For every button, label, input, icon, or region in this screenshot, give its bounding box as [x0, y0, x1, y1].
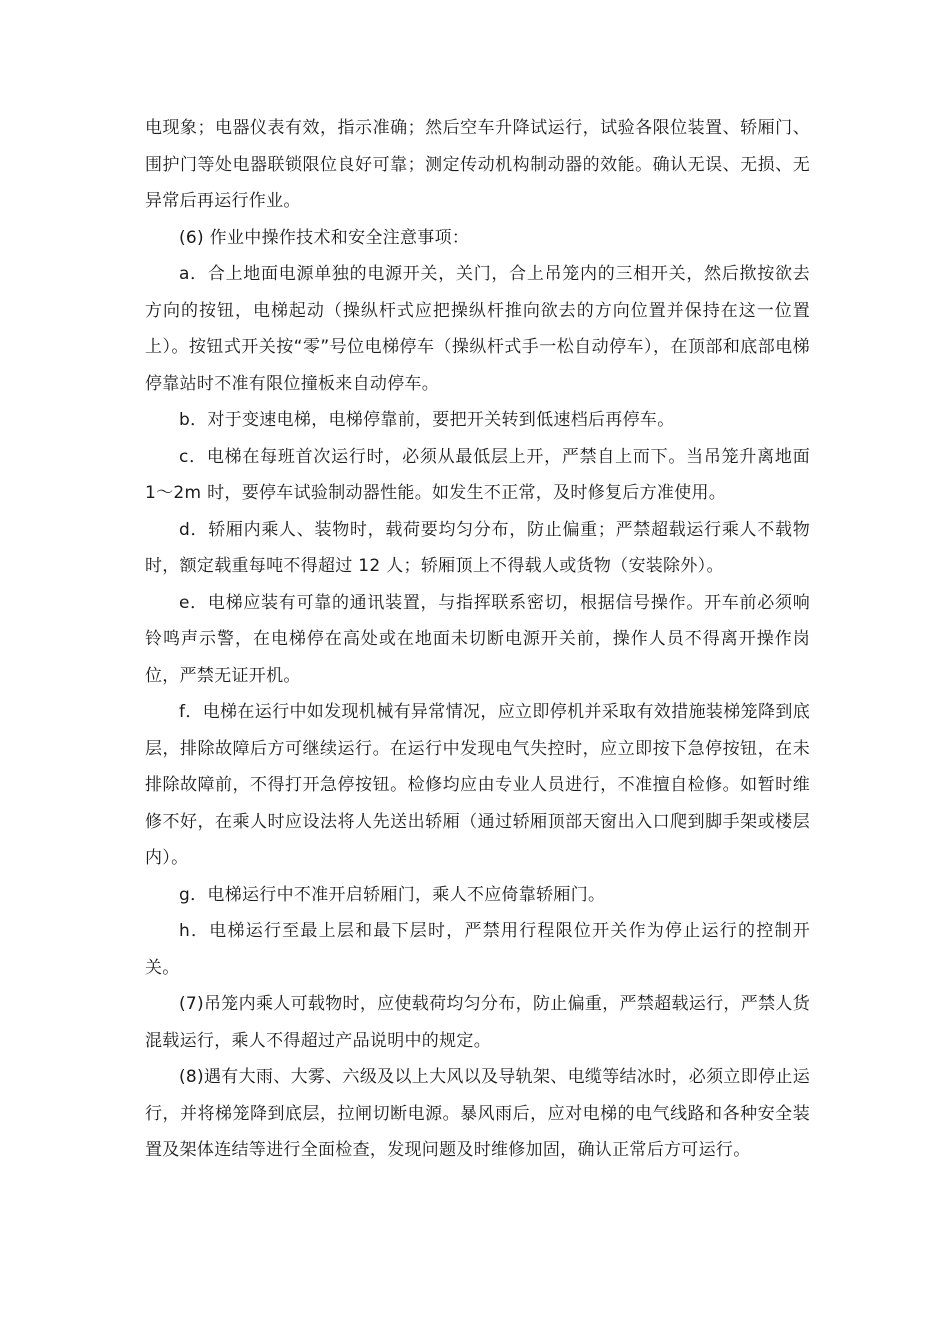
paragraph-item-e: e．电梯应装有可靠的通讯装置，与指挥联系密切，根据信号操作。开车前必须响铃鸣声示警，在电梯停在高处或在地面未切断电源开关前，操作人员不得离开操作岗位，严禁无证开机。	[145, 592, 810, 686]
paragraph-item-d: d．轿厢内乘人、装物时，载荷要均匀分布，防止偏重；严禁超载运行乘人不载物时，额定载重每吨不得超过 12 人；轿厢顶上不得载人或货物（安装除外）。	[145, 519, 810, 576]
paragraph-continuation: 电现象；电器仪表有效，指示准确；然后空车升降试运行，试验各限位装置、轿厢门、围护门等处电器联锁限位良好可靠；测定传动机构制动器的效能。确认无误、无损、无异常后再运行作业。	[145, 118, 810, 211]
paragraph-item-a: a．合上地面电源单独的电源开关，关门，合上吊笼内的三相开关，然后揿按欲去方向的按钮，电梯起动（操纵杆式应把操纵杆推向欲去的方向位置并保持在这一位置上）。按钮式开关按“零”号位电梯停车（操纵杆式手一松自动停车），在顶部和底部电梯停靠站时不准有限位撞板来自动停车。	[145, 264, 810, 394]
paragraph-item-b: b．对于变速电梯，电梯停靠前，要把开关转到低速档后再停车。	[179, 410, 675, 430]
paragraph-item-g: g．电梯运行中不准开启轿厢门，乘人不应倚靠轿厢门。	[179, 884, 606, 905]
paragraph-item-f: f．电梯在运行中如发现机械有异常情况，应立即停机并采取有效措施装梯笼降到底层，排除故障后方可继续运行。在运行中发现电气失控时，应立即按下急停按钮，在未排除故障前，不得打开急停按钮。检修均应由专业人员进行，不准擅自检修。如暂时维修不好，在乘人时应设法将人先送出轿厢（通过轿厢顶部天窗出入口爬到脚手架或楼层内）。	[145, 702, 810, 868]
paragraph-section-7: (7)吊笼内乘人可载物时，应使载荷均匀分布，防止偏重，严禁超载运行，严禁人货混载运行，乘人不得超过产品说明中的规定。	[145, 994, 810, 1051]
document-body	[145, 110, 810, 1169]
paragraph-item-c: c．电梯在每班首次运行时，必须从最低层上开，严禁自上而下。当吊笼升离地面 1～2m 时，要停车试验制动器性能。如发生不正常，及时修复后方准使用。	[145, 446, 810, 503]
paragraph-section-8: (8)遇有大雨、大雾、六级及以上大风以及导轨架、电缆等结冰时，必须立即停止运行，并将梯笼降到底层，拉闸切断电源。暴风雨后，应对电梯的电气线路和各种安全装置及架体连结等进行全面检查，发现问题及时维修加固，确认正常后方可运行。	[145, 1067, 810, 1160]
paragraph-item-h: h．电梯运行至最上层和最下层时，严禁用行程限位开关作为停止运行的控制开关。	[145, 921, 810, 978]
paragraph-section-6-heading: (6) 作业中操作技术和安全注意事项：	[179, 227, 470, 248]
